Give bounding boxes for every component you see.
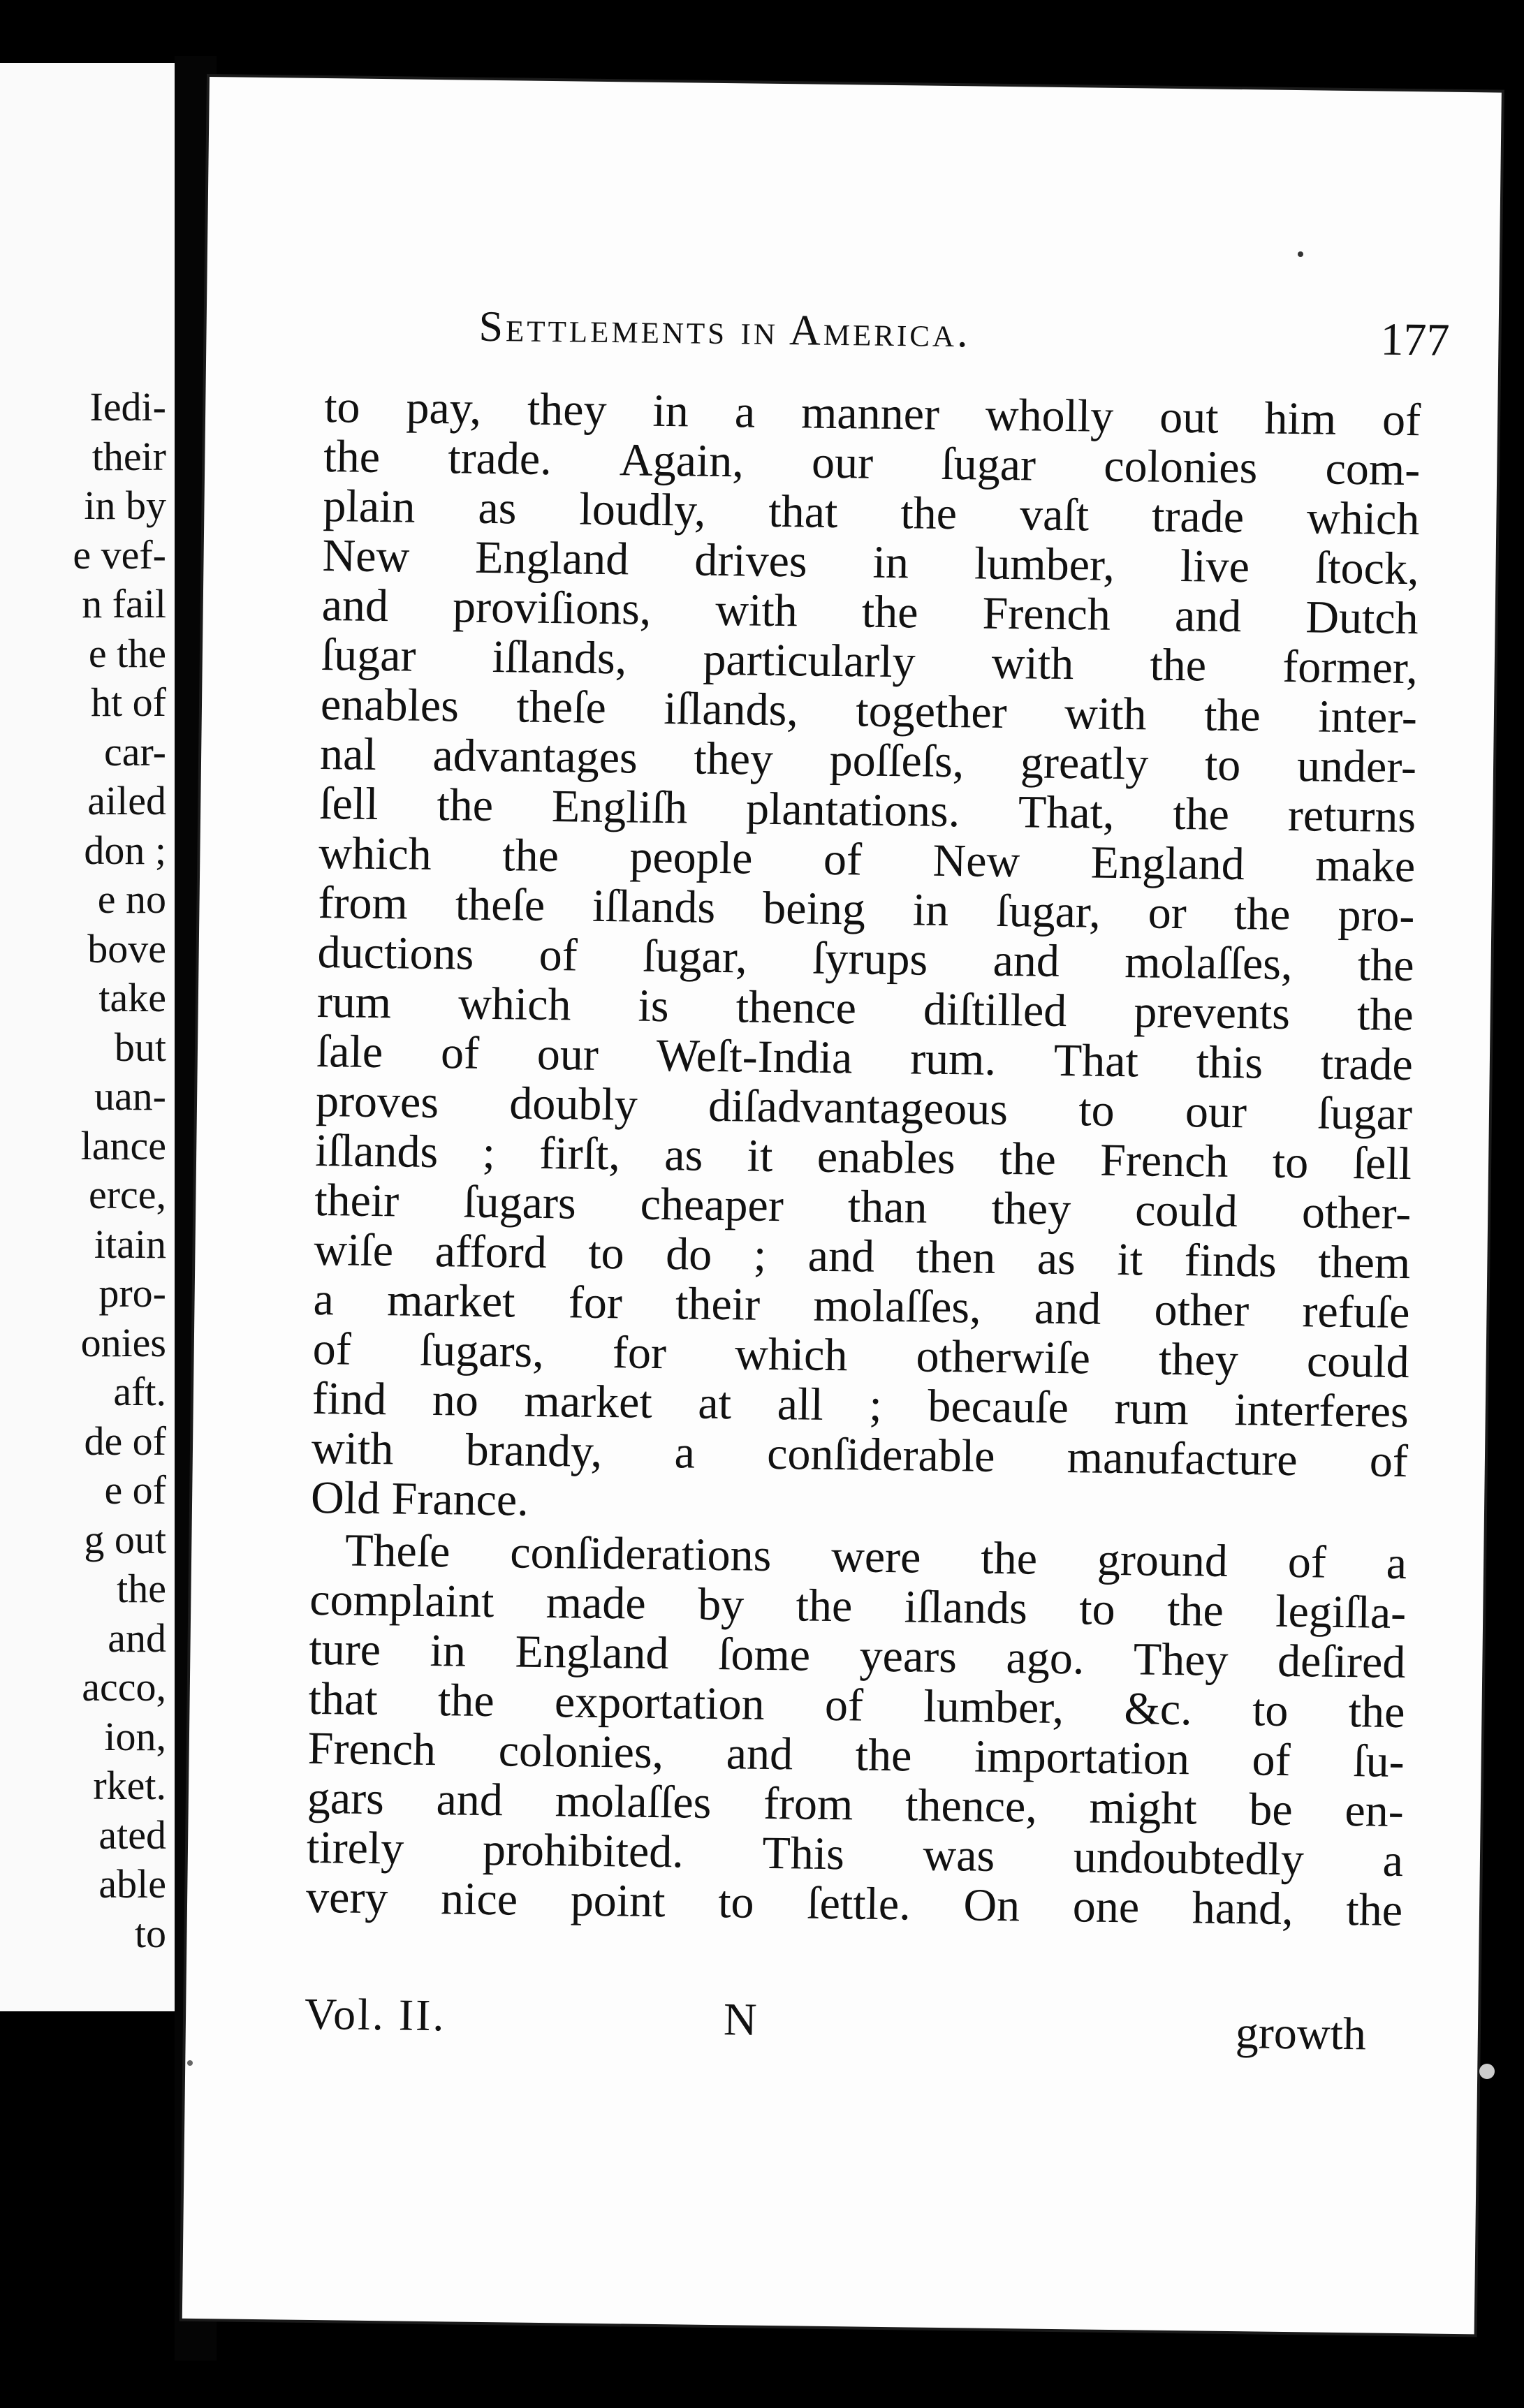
running-head: [478, 302, 1450, 370]
facing-line: lance: [80, 1122, 166, 1168]
facing-line: ailed: [87, 778, 166, 823]
text-line: a market for their molaſſes, and other refuſe: [313, 1273, 1410, 1339]
running-title: Settlements in America.: [478, 302, 972, 357]
facing-line: ht of: [91, 680, 166, 725]
facing-line: acco,: [82, 1664, 166, 1710]
volume-signature: Vol. II.: [304, 1988, 446, 2041]
facing-page-left: [0, 63, 179, 2011]
facing-line: able: [98, 1861, 166, 1907]
facing-line: in by: [84, 483, 166, 528]
facing-line: Iedi-: [89, 384, 166, 430]
text-line: from theſe iſlands being in ſugar, or the pro-: [318, 876, 1415, 942]
facing-line: pro-: [98, 1270, 166, 1316]
text-line: ture in England ſome years ago. They deſired: [309, 1623, 1406, 1689]
facing-line: e the: [88, 630, 166, 676]
facing-line: erce,: [88, 1172, 166, 1217]
text-line: French colonies, and the importation of ſu-: [307, 1722, 1405, 1788]
page-number: 177: [1380, 314, 1450, 366]
page-footer: [263, 1988, 1367, 2060]
dust-speck: [1479, 2064, 1495, 2079]
facing-line: the: [117, 1566, 166, 1611]
facing-line: onies: [80, 1319, 166, 1365]
text-line: plain as loudly, that the vaſt trade which: [323, 480, 1420, 545]
body-text: [306, 382, 1421, 1935]
text-line: which the people of New England make: [318, 827, 1416, 893]
facing-page-text: [73, 383, 166, 1958]
facing-line: e vef-: [73, 531, 166, 578]
text-line: iſlands ; firſt, as it enables the French to ſell: [314, 1124, 1412, 1190]
facing-line: bove: [87, 925, 166, 971]
text-line: and proviſions, with the French and Dutch: [321, 580, 1419, 645]
dust-speck: [187, 2060, 193, 2066]
facing-line: e no: [97, 876, 166, 922]
text-line: very nice point to ſettle. On one hand, the: [305, 1871, 1403, 1937]
text-line: New England drives in lumber, live ſtock,: [322, 530, 1419, 595]
text-line: their ſugars cheaper than they could other-: [314, 1174, 1412, 1240]
text-line: ductions of ſugar, ſyrups and molaſſes, the: [317, 926, 1415, 992]
text-line: Old France.: [310, 1471, 529, 1526]
facing-line: e of: [104, 1467, 166, 1513]
facing-line: car-: [104, 728, 166, 774]
text-line: proves doubly diſadvantageous to our ſugar: [315, 1075, 1413, 1140]
text-line: Theſe conſiderations were the ground of a: [344, 1525, 1407, 1590]
signature-mark: N: [723, 1994, 758, 2046]
facing-line: don ;: [84, 827, 166, 873]
text-line: nal advantages they poſſeſs, greatly to under-: [319, 728, 1417, 793]
text-line: the trade. Again, our ſugar colonies com-: [323, 431, 1421, 496]
text-line: tirely prohibited. This was undoubtedly a: [306, 1821, 1404, 1887]
facing-line: to: [134, 1910, 166, 1956]
dust-speck: [1298, 251, 1303, 257]
text-line: with brandy, a conſiderable manufacture of: [311, 1422, 1409, 1488]
text-line: ſale of our Weſt-India rum. That this trade: [316, 1025, 1414, 1091]
text-line: gars and molaſſes from thence, might be en-: [307, 1772, 1405, 1837]
text-line: of ſugars, for which otherwiſe they could: [312, 1323, 1410, 1388]
text-line: find no market at all ; becauſe rum interferes: [312, 1372, 1409, 1438]
facing-line: g out: [84, 1516, 166, 1562]
facing-line: their: [91, 433, 166, 479]
facing-line: ated: [98, 1812, 166, 1858]
facing-line: rket.: [93, 1763, 166, 1808]
text-line: ſell the Engliſh plantations. That, the returns: [318, 778, 1416, 843]
facing-line: take: [98, 975, 166, 1020]
text-line: enables theſe iſlands, together with the inter-: [320, 679, 1418, 744]
facing-line: de of: [84, 1418, 166, 1464]
text-line: ſugar iſlands, particularly with the former,: [321, 629, 1419, 694]
text-line: wiſe afford to do ; and then as it finds them: [314, 1224, 1411, 1289]
facing-line: ion,: [104, 1713, 166, 1759]
text-line: complaint made by the iſlands to the legiſla-: [309, 1573, 1407, 1639]
facing-line: uan-: [94, 1073, 166, 1119]
facing-line: and: [108, 1615, 166, 1661]
catchword: growth: [1235, 2007, 1367, 2060]
text-line: that the exportation of lumber, &c. to the: [308, 1673, 1405, 1738]
text-line: rum which is thence diſtilled prevents the: [316, 976, 1414, 1041]
facing-line: but: [114, 1024, 166, 1070]
book-page: [182, 77, 1502, 2334]
facing-line: n fail: [82, 581, 166, 626]
facing-line: aft.: [113, 1369, 166, 1414]
text-line: to pay, they in a manner wholly out him of: [323, 381, 1421, 446]
facing-line: itain: [94, 1221, 166, 1267]
